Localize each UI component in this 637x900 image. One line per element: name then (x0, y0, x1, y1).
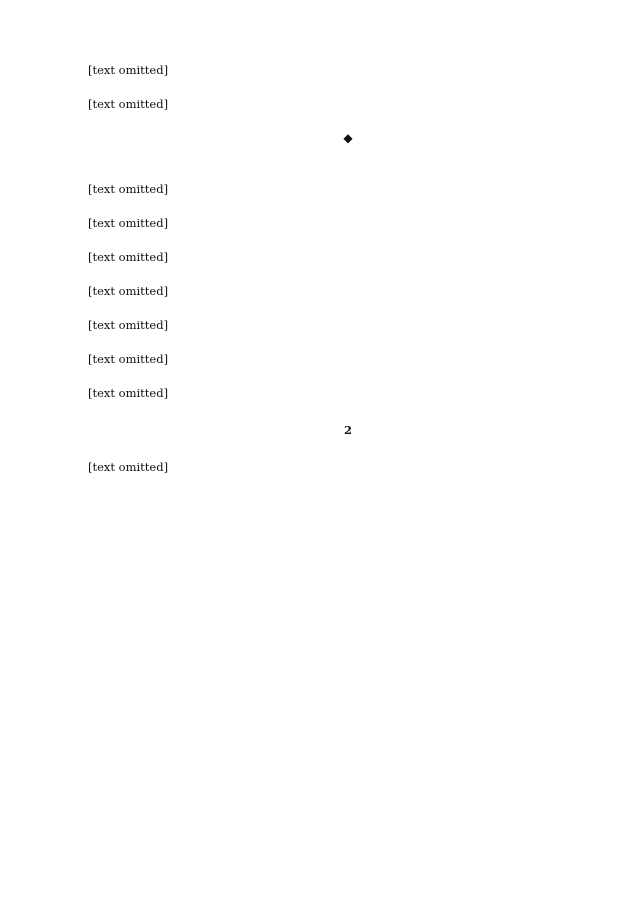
paragraph: [text omitted] (88, 352, 169, 366)
paragraph: [text omitted] (88, 97, 169, 111)
paragraph: [text omitted] (88, 318, 169, 332)
paragraph: [text omitted] (88, 182, 169, 196)
section-separator: ◆ (343, 131, 353, 145)
paragraph: [text omitted] (88, 386, 169, 400)
paragraph: [text omitted] (88, 284, 169, 298)
document-page (88, 62, 608, 493)
section-number: 2 (343, 423, 352, 437)
paragraph: [text omitted] (88, 250, 169, 264)
paragraph: [text omitted] (88, 63, 169, 77)
paragraph: [text omitted] (88, 216, 169, 230)
paragraph: [text omitted] (88, 460, 169, 474)
